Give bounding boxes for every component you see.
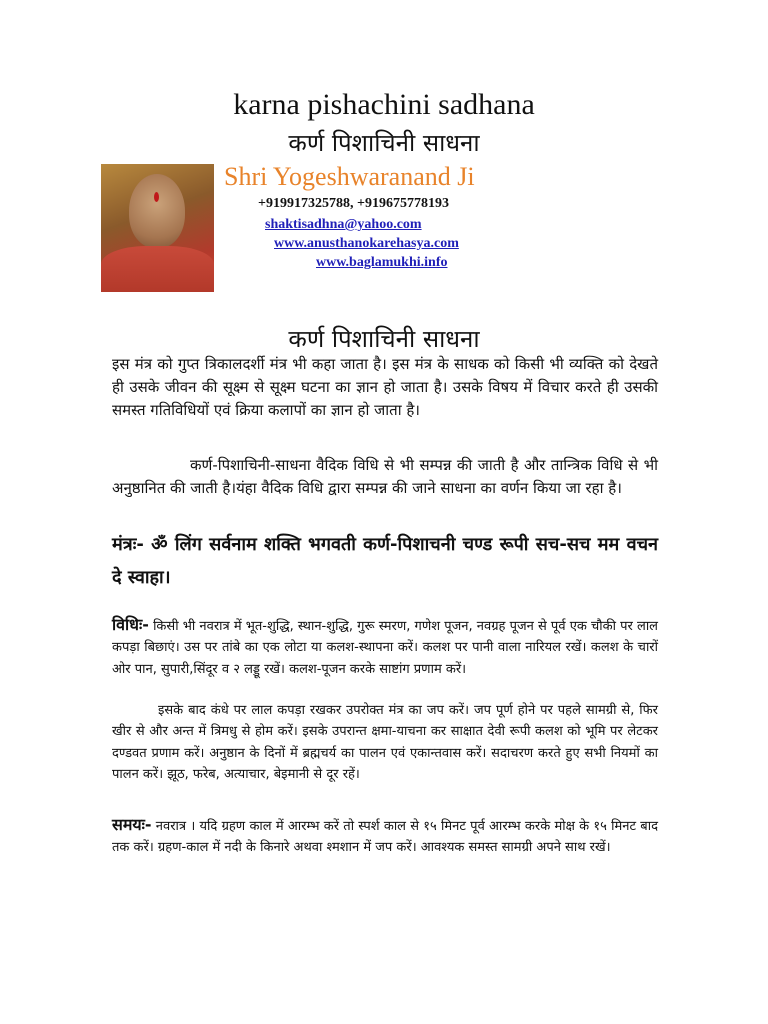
website-link-anusthan[interactable]: www.anusthanokarehasya.com <box>274 236 459 251</box>
photo-face <box>129 174 185 248</box>
mantra-text: ॐ लिंग सर्वनाम शक्ति भगवती कर्ण-पिशाचनी चण्ड रूपी सच-सच मम वचन दे स्वाहा। <box>112 534 658 588</box>
document-title-hindi: कर्ण पिशाचिनी साधना <box>288 129 480 157</box>
mantra-block <box>112 528 658 594</box>
vidhi-label: विधिः- <box>112 615 149 634</box>
website-link-baglamukhi[interactable]: www.baglamukhi.info <box>316 255 448 270</box>
method-paragraph-text: कर्ण-पिशाचिनी-साधना वैदिक विधि से भी सम्पन्न की जाती है और तान्त्रिक विधि से भी अनुष्ठानित की जाती है।यंहा वैदिक विधि द्वारा सम्पन्न की जाने साधना का वर्णन किया जा रहा है। <box>112 456 658 497</box>
author-name: Shri Yogeshwaranand Ji <box>224 162 475 191</box>
section-heading: कर्ण पिशाचिनी साधना <box>288 325 480 353</box>
contact-phone: +919917325788, +919675778193 <box>258 196 449 211</box>
photo-robe <box>101 246 214 292</box>
samay-block <box>112 814 658 859</box>
photo-tilak <box>154 192 159 202</box>
email-link[interactable]: shaktisadhna@yahoo.com <box>265 217 422 232</box>
intro-paragraph: इस मंत्र को गुप्त त्रिकालदर्शी मंत्र भी कहा जाता है। इस मंत्र के साधक को किसी भी व्यक्ति को देखते ही उसके जीवन की सूक्ष्म से सूक्ष्म घटना का ज्ञान हो जाता है। उसके विषय में विचार करते ही उसकी समस्त गतिविधियों एवं क्रिया कलापों का ज्ञान हो जाता है। <box>112 355 658 419</box>
samay-text: नवरात्र । यदि ग्रहण काल में आरम्भ करें तो स्पर्श काल से १५ मिनट पूर्व आरम्भ करके मोक्ष के १५ मिनट बाद तक करें। ग्रहण-काल में नदी के किनारे अथवा श्मशान में जप करें। आवश्यक समस्त सामग्री अपने साथ रखें। <box>112 819 658 856</box>
author-photo <box>101 164 214 292</box>
mantra-label: मंत्रः- <box>112 534 144 555</box>
vidhi-continued <box>112 700 658 785</box>
vidhi-continued-text: इसके बाद कंधे पर लाल कपड़ा रखकर उपरोक्त मंत्र का जप करें। जप पूर्ण होने पर पहले सामग्री से, फिर खीर से और अन्त में त्रिमधु से होम करें। इसके उपरान्त क्षमा-याचना कर साक्षात देवी रूपी कलश को भूमि पर लेटकर दण्डवत प्रणाम करें। अनुष्ठान के दिनों में ब्रह्मचर्य का पालन एवं एकान्तवास करें। सदाचरण करते हुए सभी नियमों का पालन करें। झूठ, फरेब, अत्याचार, बेइमानी से दूर रहें। <box>112 703 658 782</box>
vidhi-block <box>112 614 658 680</box>
method-paragraph <box>112 454 658 500</box>
vidhi-text: किसी भी नवरात्र में भूत-शुद्धि, स्थान-शुद्धि, गुरू स्मरण, गणेश पूजन, नवग्रह पूजन से पूर्व एक चौकी पर लाल कपड़ा बिछाएं। उस पर तांबे का एक लोटा या कलश-स्थापना करें। कलश पर पानी वाला नारियल रखें। कलश के चारों ओर पान, सुपारी,सिंदूर व २ लड्डू रखें। कलश-पूजन करके साष्टांग प्रणाम करें। <box>112 619 658 677</box>
samay-label: समयः- <box>112 815 152 834</box>
document-title-english: karna pishachini sadhana <box>233 88 535 121</box>
